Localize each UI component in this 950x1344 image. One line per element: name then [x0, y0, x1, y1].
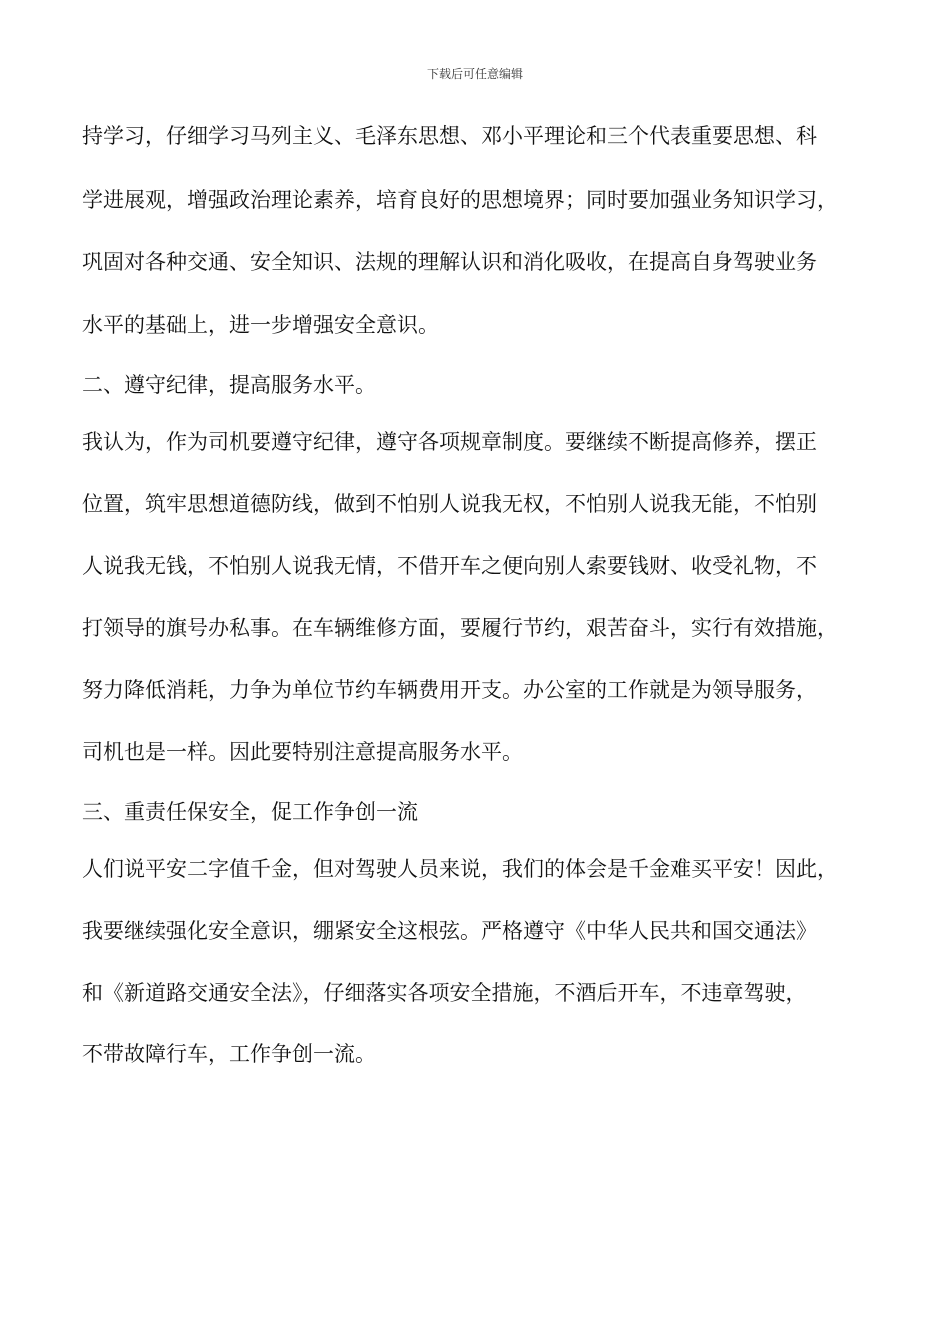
- text-line: 学进展观，增强政治理论素养，培育良好的思想境界；同时要加强业务知识学习，: [82, 188, 838, 212]
- text-line: 巩固对各种交通、安全知识、法规的理解认识和消化吸收，在提高自身驾驶业务: [82, 250, 817, 274]
- text-line: 人们说平安二字值千金，但对驾驶人员来说，我们的体会是千金难买平安！因此，: [82, 857, 838, 881]
- text-line: 持学习，仔细学习马列主义、毛泽东思想、邓小平理论和三个代表重要思想、科: [82, 124, 817, 148]
- text-line: 不带故障行车，工作争创一流。: [82, 1042, 376, 1066]
- text-line: 人说我无钱，不怕别人说我无情，不借开车之便向别人索要钱财、收受礼物，不: [82, 554, 817, 578]
- section-heading: 二、遵守纪律，提高服务水平。: [82, 373, 376, 397]
- text-line: 水平的基础上，进一步增强安全意识。: [82, 313, 439, 337]
- text-line: 司机也是一样。因此要特别注意提高服务水平。: [82, 740, 523, 764]
- text-line: 我要继续强化安全意识，绷紧安全这根弦。严格遵守《中华人民共和国交通法》: [82, 919, 817, 943]
- page-header: 下载后可任意编辑: [426, 67, 523, 81]
- text-line: 打领导的旗号办私事。在车辆维修方面，要履行节约，艰苦奋斗，实行有效措施，: [82, 616, 838, 640]
- section-heading: 三、重责任保安全，促工作争创一流: [82, 800, 418, 824]
- text-line: 位置，筑牢思想道德防线，做到不怕别人说我无权，不怕别人说我无能，不怕别: [82, 492, 817, 516]
- text-line: 努力降低消耗，力争为单位节约车辆费用开支。办公室的工作就是为领导服务，: [82, 678, 817, 702]
- text-line: 和《新道路交通安全法》，仔细落实各项安全措施，不酒后开车，不违章驾驶，: [82, 981, 807, 1005]
- text-line: 我认为，作为司机要遵守纪律，遵守各项规章制度。要继续不断提高修养，摆正: [82, 430, 817, 454]
